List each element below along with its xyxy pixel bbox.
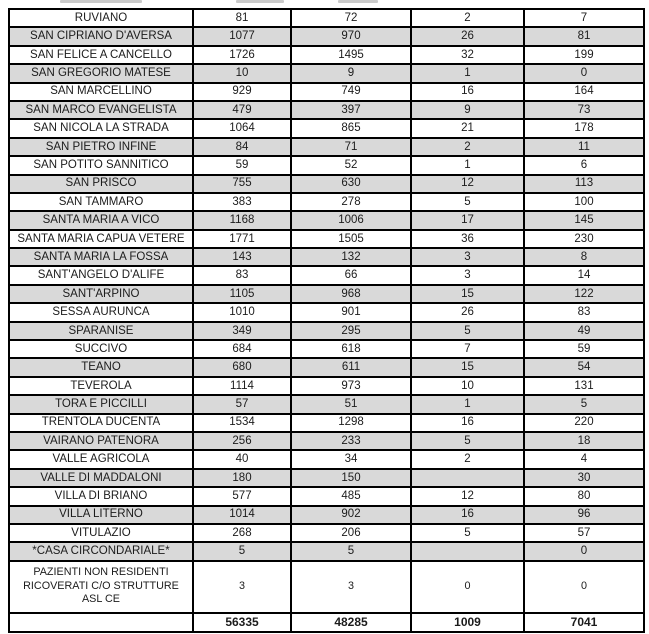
table-row [9, 542, 644, 560]
municipality-name-cell: SANT'ARPINO [9, 285, 193, 303]
value-cell: 180 [193, 469, 291, 487]
value-cell: 6 [524, 156, 644, 174]
value-cell: 865 [291, 119, 411, 137]
value-cell: 278 [291, 193, 411, 211]
value-cell: 749 [291, 83, 411, 101]
value-cell: 230 [524, 230, 644, 248]
value-cell: 100 [524, 193, 644, 211]
value-cell: 40 [193, 450, 291, 468]
value-cell: 1009 [411, 613, 524, 632]
value-cell: 32 [411, 46, 524, 64]
value-cell: 30 [524, 469, 644, 487]
cropped-text-remnant [60, 0, 142, 3]
value-cell: 755 [193, 175, 291, 193]
table-row [9, 266, 644, 284]
value-cell: 4 [524, 450, 644, 468]
value-cell: 3 [193, 561, 291, 613]
table-row [9, 64, 644, 82]
value-cell: 383 [193, 193, 291, 211]
municipality-name-cell: TORA E PICCILLI [9, 395, 193, 413]
municipality-data-table [8, 8, 645, 633]
value-cell: 26 [411, 27, 524, 45]
value-cell: 295 [291, 322, 411, 340]
value-cell: 479 [193, 101, 291, 119]
value-cell: 81 [193, 9, 291, 27]
value-cell: 199 [524, 46, 644, 64]
value-cell: 12 [411, 175, 524, 193]
value-cell: 164 [524, 83, 644, 101]
value-cell: 11 [524, 138, 644, 156]
value-cell: 206 [291, 524, 411, 542]
table-row [9, 175, 644, 193]
value-cell: 83 [524, 303, 644, 321]
value-cell: 132 [291, 248, 411, 266]
table-row [9, 9, 644, 27]
value-cell: 684 [193, 340, 291, 358]
value-cell: 7 [524, 9, 644, 27]
municipality-name-cell: SPARANISE [9, 322, 193, 340]
value-cell: 1726 [193, 46, 291, 64]
value-cell: 81 [524, 27, 644, 45]
value-cell: 5 [524, 395, 644, 413]
value-cell: 970 [291, 27, 411, 45]
value-cell: 1105 [193, 285, 291, 303]
municipality-name-cell: *CASA CIRCONDARIALE* [9, 542, 193, 560]
table-row [9, 303, 644, 321]
municipality-name-cell: SAN CIPRIANO D'AVERSA [9, 27, 193, 45]
municipality-name-cell: SANT'ANGELO D'ALIFE [9, 266, 193, 284]
value-cell: 150 [291, 469, 411, 487]
value-cell: 17 [411, 211, 524, 229]
table-row [9, 561, 644, 613]
value-cell: 485 [291, 487, 411, 505]
value-cell: 5 [411, 524, 524, 542]
value-cell: 15 [411, 358, 524, 376]
value-cell: 1495 [291, 46, 411, 64]
value-cell: 113 [524, 175, 644, 193]
municipality-name-cell: SESSA AURUNCA [9, 303, 193, 321]
municipality-name-cell: SAN NICOLA LA STRADA [9, 119, 193, 137]
value-cell: 611 [291, 358, 411, 376]
value-cell: 268 [193, 524, 291, 542]
value-cell: 1534 [193, 414, 291, 432]
municipality-name-cell: SANTA MARIA A VICO [9, 211, 193, 229]
table-row [9, 27, 644, 45]
municipality-name-cell: SAN TAMMARO [9, 193, 193, 211]
value-cell: 178 [524, 119, 644, 137]
municipality-name-cell: SANTA MARIA LA FOSSA [9, 248, 193, 266]
value-cell: 256 [193, 432, 291, 450]
value-cell: 1 [411, 395, 524, 413]
value-cell: 0 [524, 542, 644, 560]
value-cell: 680 [193, 358, 291, 376]
municipality-name-cell: SAN MARCELLINO [9, 83, 193, 101]
municipality-name-cell: TEVEROLA [9, 377, 193, 395]
table-row [9, 469, 644, 487]
value-cell: 52 [291, 156, 411, 174]
value-cell: 73 [524, 101, 644, 119]
table-row [9, 211, 644, 229]
table-row [9, 487, 644, 505]
value-cell: 1298 [291, 414, 411, 432]
value-cell: 577 [193, 487, 291, 505]
value-cell: 57 [524, 524, 644, 542]
value-cell: 48285 [291, 613, 411, 632]
municipality-name-cell: SAN MARCO EVANGELISTA [9, 101, 193, 119]
value-cell: 1014 [193, 506, 291, 524]
value-cell: 72 [291, 9, 411, 27]
value-cell: 51 [291, 395, 411, 413]
value-cell: 1 [411, 156, 524, 174]
value-cell: 7041 [524, 613, 644, 632]
value-cell: 1771 [193, 230, 291, 248]
value-cell: 1168 [193, 211, 291, 229]
value-cell: 5 [291, 542, 411, 560]
value-cell: 3 [411, 266, 524, 284]
cropped-previous-row [8, 0, 643, 6]
municipality-name-cell: TRENTOLA DUCENTA [9, 414, 193, 432]
value-cell: 3 [291, 561, 411, 613]
value-cell: 233 [291, 432, 411, 450]
value-cell: 2 [411, 450, 524, 468]
value-cell: 54 [524, 358, 644, 376]
value-cell: 16 [411, 506, 524, 524]
value-cell: 16 [411, 414, 524, 432]
table-row [9, 83, 644, 101]
cropped-text-remnant [338, 0, 378, 3]
table-row [9, 119, 644, 137]
municipality-name-cell: SAN PRISCO [9, 175, 193, 193]
value-cell: 618 [291, 340, 411, 358]
value-cell: 143 [193, 248, 291, 266]
value-cell: 973 [291, 377, 411, 395]
value-cell: 34 [291, 450, 411, 468]
table-row [9, 101, 644, 119]
municipality-name-cell: SAN PIETRO INFINE [9, 138, 193, 156]
totals-row [9, 613, 644, 632]
table-row [9, 322, 644, 340]
value-cell: 902 [291, 506, 411, 524]
municipality-name-cell: TEANO [9, 358, 193, 376]
table-row [9, 506, 644, 524]
value-cell: 1114 [193, 377, 291, 395]
municipality-name-cell: VAIRANO PATENORA [9, 432, 193, 450]
municipality-name-cell: SANTA MARIA CAPUA VETERE [9, 230, 193, 248]
value-cell: 5 [411, 193, 524, 211]
table-row [9, 248, 644, 266]
municipality-name-cell: VILLA LITERNO [9, 506, 193, 524]
municipality-name-cell: RUVIANO [9, 9, 193, 27]
value-cell: 968 [291, 285, 411, 303]
municipality-name-cell: SUCCIVO [9, 340, 193, 358]
value-cell: 49 [524, 322, 644, 340]
value-cell: 2 [411, 9, 524, 27]
value-cell: 1010 [193, 303, 291, 321]
value-cell: 12 [411, 487, 524, 505]
table-container [8, 8, 645, 633]
municipality-name-cell: SAN GREGORIO MATESE [9, 64, 193, 82]
value-cell: 36 [411, 230, 524, 248]
municipality-name-cell: VALLE DI MADDALONI [9, 469, 193, 487]
value-cell: 80 [524, 487, 644, 505]
municipality-name-cell: VALLE AGRICOLA [9, 450, 193, 468]
table-row [9, 46, 644, 64]
value-cell: 9 [291, 64, 411, 82]
table-row [9, 156, 644, 174]
value-cell: 21 [411, 119, 524, 137]
value-cell [411, 469, 524, 487]
value-cell: 83 [193, 266, 291, 284]
value-cell: 0 [524, 561, 644, 613]
value-cell: 66 [291, 266, 411, 284]
value-cell: 131 [524, 377, 644, 395]
municipality-name-cell [9, 613, 193, 632]
value-cell: 56335 [193, 613, 291, 632]
value-cell: 18 [524, 432, 644, 450]
value-cell: 26 [411, 303, 524, 321]
value-cell: 0 [411, 561, 524, 613]
value-cell: 2 [411, 138, 524, 156]
value-cell [411, 542, 524, 560]
table-row [9, 395, 644, 413]
value-cell: 84 [193, 138, 291, 156]
value-cell: 14 [524, 266, 644, 284]
value-cell: 630 [291, 175, 411, 193]
table-row [9, 358, 644, 376]
value-cell: 3 [411, 248, 524, 266]
value-cell: 10 [193, 64, 291, 82]
table-row [9, 193, 644, 211]
value-cell: 57 [193, 395, 291, 413]
value-cell: 15 [411, 285, 524, 303]
table-row [9, 230, 644, 248]
value-cell: 220 [524, 414, 644, 432]
value-cell: 901 [291, 303, 411, 321]
table-row [9, 285, 644, 303]
value-cell: 0 [524, 64, 644, 82]
value-cell: 8 [524, 248, 644, 266]
value-cell: 59 [524, 340, 644, 358]
table-row [9, 432, 644, 450]
value-cell: 1064 [193, 119, 291, 137]
cropped-text-remnant [236, 0, 284, 3]
value-cell: 1505 [291, 230, 411, 248]
table-row [9, 414, 644, 432]
value-cell: 122 [524, 285, 644, 303]
value-cell: 7 [411, 340, 524, 358]
value-cell: 349 [193, 322, 291, 340]
value-cell: 9 [411, 101, 524, 119]
value-cell: 1 [411, 64, 524, 82]
value-cell: 59 [193, 156, 291, 174]
value-cell: 10 [411, 377, 524, 395]
value-cell: 5 [411, 322, 524, 340]
value-cell: 145 [524, 211, 644, 229]
municipality-name-cell: PAZIENTI NON RESIDENTI RICOVERATI C/O STRUTTURE ASL CE [9, 561, 193, 613]
municipality-name-cell: SAN FELICE A CANCELLO [9, 46, 193, 64]
table-row [9, 340, 644, 358]
value-cell: 929 [193, 83, 291, 101]
table-row [9, 450, 644, 468]
value-cell: 71 [291, 138, 411, 156]
table-row [9, 524, 644, 542]
value-cell: 5 [193, 542, 291, 560]
value-cell: 1077 [193, 27, 291, 45]
value-cell: 96 [524, 506, 644, 524]
table-row [9, 377, 644, 395]
value-cell: 5 [411, 432, 524, 450]
value-cell: 397 [291, 101, 411, 119]
table-row [9, 138, 644, 156]
municipality-name-cell: VILLA DI BRIANO [9, 487, 193, 505]
value-cell: 1006 [291, 211, 411, 229]
municipality-name-cell: VITULAZIO [9, 524, 193, 542]
municipality-name-cell: SAN POTITO SANNITICO [9, 156, 193, 174]
value-cell: 16 [411, 83, 524, 101]
